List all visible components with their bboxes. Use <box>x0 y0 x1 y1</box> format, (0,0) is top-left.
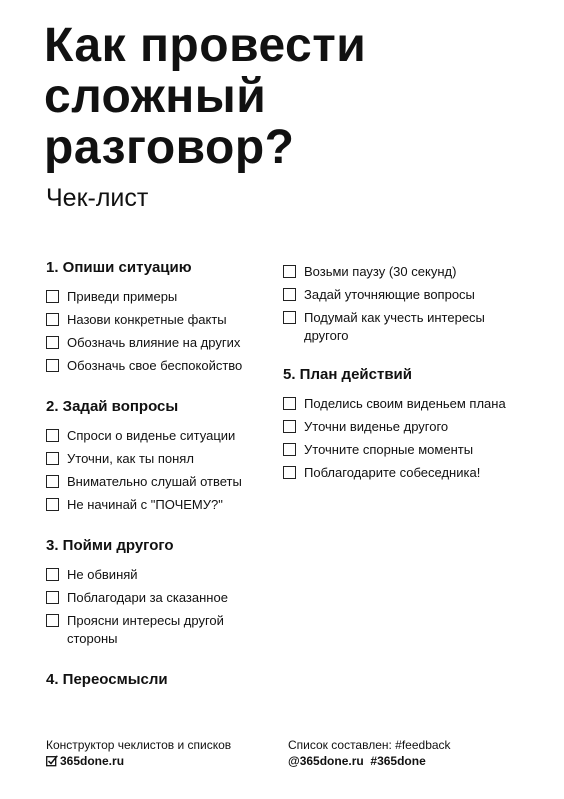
checklist-item-label: Проясни интересы другой стороны <box>67 613 224 646</box>
section-title: 1. Опиши ситуацию <box>46 259 192 276</box>
checklist-item-label: Спроси о виденье ситуации <box>67 428 236 443</box>
checklist-item-label: Уточни виденье другого <box>304 419 449 434</box>
checklist <box>46 566 286 648</box>
checkbox-icon[interactable] <box>46 614 59 627</box>
checklist <box>46 288 286 375</box>
footer-link-label: 365done.ru <box>60 754 125 768</box>
subtitle: Чек-лист <box>46 184 149 212</box>
left-column <box>46 258 286 712</box>
checklist-item-label: Уточните спорные моменты <box>304 442 474 457</box>
checkbox-icon[interactable] <box>46 290 59 303</box>
checkbox-icon[interactable] <box>283 420 296 433</box>
checklist-item[interactable] <box>46 288 286 306</box>
footer-right-link[interactable]: @365done.ru #365done <box>288 754 426 768</box>
checkbox-icon[interactable] <box>46 429 59 442</box>
checklist-item[interactable] <box>46 473 286 491</box>
checklist-continued <box>283 263 543 345</box>
checklist-item[interactable] <box>283 418 543 436</box>
checklist-item[interactable] <box>46 334 286 352</box>
checkbox-icon[interactable] <box>283 311 296 324</box>
section-rethink <box>46 670 286 690</box>
checklist-item[interactable] <box>46 612 251 648</box>
checkbox-icon[interactable] <box>46 475 59 488</box>
checkbox-icon[interactable] <box>283 288 296 301</box>
checklist <box>46 427 286 514</box>
section-title: 5. План действий <box>283 366 412 383</box>
checklist-item-label: Приведи примеры <box>67 289 178 304</box>
checklist-item[interactable] <box>283 441 543 459</box>
checklist-item[interactable] <box>46 357 286 375</box>
checklist-item-label: Задай уточняющие вопросы <box>304 287 475 302</box>
title-line-2: сложный <box>44 70 267 123</box>
checklist-item-label: Обозначь влияние на других <box>67 335 241 350</box>
footer-right-text: Список составлен: #feedback <box>288 738 451 752</box>
right-column <box>283 263 543 504</box>
section-ask-questions <box>46 397 286 514</box>
checklist-item[interactable] <box>283 263 543 281</box>
checklist-item-label: Поблагодарите собеседника! <box>304 465 481 480</box>
checklist-item-label: Внимательно слушай ответы <box>67 474 242 489</box>
section-describe-situation <box>46 258 286 375</box>
checklist-item[interactable] <box>283 395 543 413</box>
title-line-1: Как провести <box>44 19 367 72</box>
checkbox-icon[interactable] <box>46 336 59 349</box>
checkbox-icon[interactable] <box>283 397 296 410</box>
checklist <box>283 395 543 482</box>
checklist-item[interactable] <box>46 566 286 584</box>
checklist-item[interactable] <box>46 311 286 329</box>
checkbox-icon[interactable] <box>46 452 59 465</box>
footer-left <box>46 737 231 769</box>
checklist-item-label: Назови конкретные факты <box>67 312 227 327</box>
checkbox-icon[interactable] <box>46 313 59 326</box>
section-understand-other <box>46 536 286 648</box>
section-title: 3. Пойми другого <box>46 537 174 554</box>
checkbox-icon[interactable] <box>283 443 296 456</box>
checkbox-icon[interactable] <box>46 359 59 372</box>
footer-right <box>288 737 451 769</box>
footer-left-text: Конструктор чеклистов и списков <box>46 738 232 752</box>
section-title: 4. Переосмысли <box>46 671 168 688</box>
checklist-item[interactable] <box>283 286 543 304</box>
checklist-item[interactable] <box>46 427 286 445</box>
checklist-item-label: Обозначь свое беспокойство <box>67 358 243 373</box>
checkbox-icon[interactable] <box>283 466 296 479</box>
check-logo-icon <box>46 755 58 767</box>
checklist-item[interactable] <box>46 589 286 607</box>
checkbox-icon[interactable] <box>46 591 59 604</box>
section-action-plan <box>283 365 543 482</box>
checklist-item-label: Поблагодари за сказанное <box>67 590 228 605</box>
checklist-item[interactable] <box>46 450 286 468</box>
checklist-item-label: Уточни, как ты понял <box>67 451 194 466</box>
checkbox-icon[interactable] <box>46 498 59 511</box>
checkbox-icon[interactable] <box>46 568 59 581</box>
title-line-3: разговор? <box>44 121 295 174</box>
checklist-item-label: Подумай как учесть интересы другого <box>304 310 485 343</box>
checklist-item-label: Возьми паузу (30 секунд) <box>304 264 457 279</box>
checklist-item-label: Не обвиняй <box>67 567 138 582</box>
checkbox-icon[interactable] <box>283 265 296 278</box>
checklist-item[interactable] <box>283 464 543 482</box>
checklist-item[interactable] <box>283 309 508 345</box>
checklist-item[interactable] <box>46 496 286 514</box>
page-title <box>44 20 544 173</box>
footer-left-link[interactable] <box>46 753 231 769</box>
checklist-item-label: Поделись своим виденьем плана <box>304 396 506 411</box>
section-title: 2. Задай вопросы <box>46 398 179 415</box>
checklist-item-label: Не начинай с "ПОЧЕМУ?" <box>67 497 223 512</box>
